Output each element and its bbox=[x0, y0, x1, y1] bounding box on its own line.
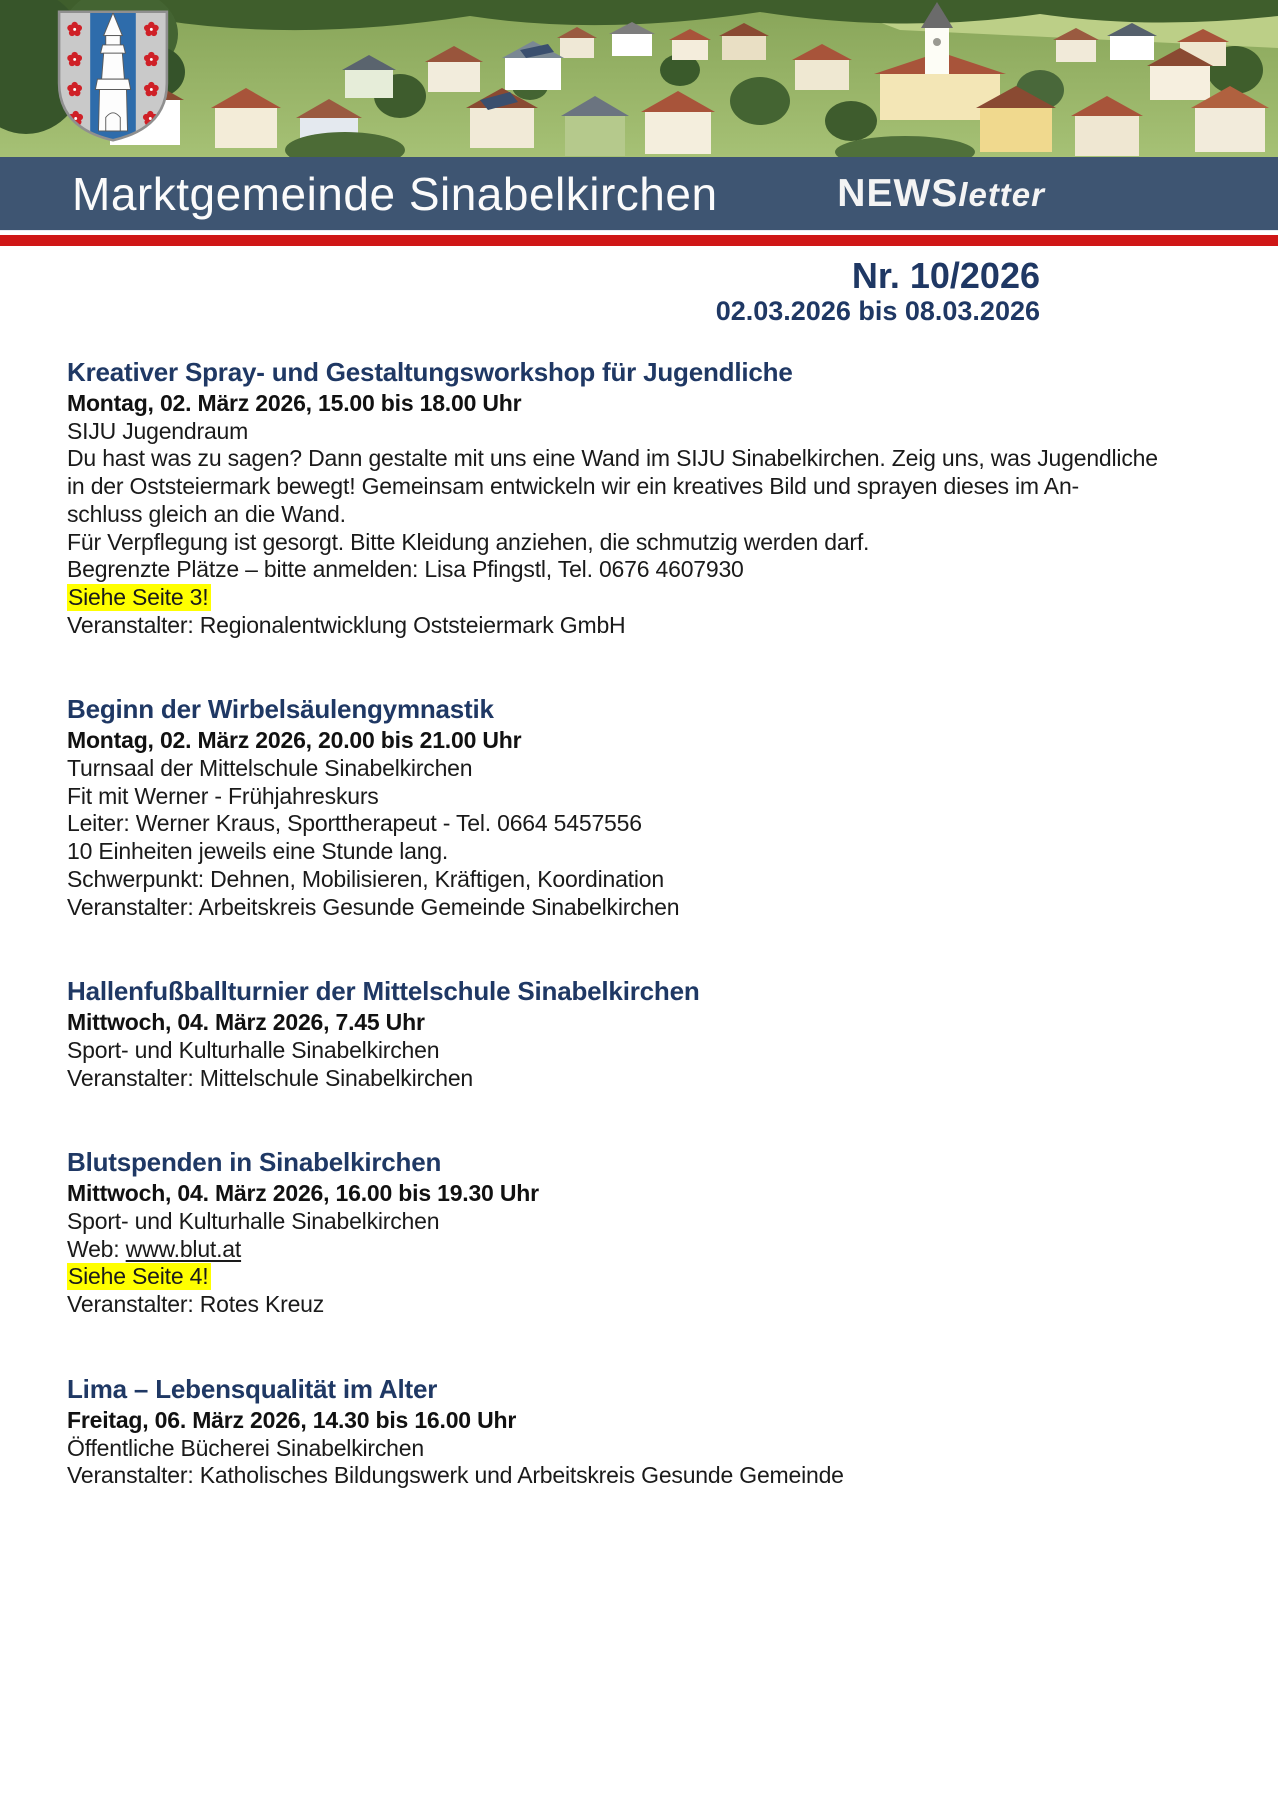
event-title: Hallenfußballturnier der Mittelschule Sinabelkirchen bbox=[67, 976, 700, 1007]
event-line: Für Verpflegung ist gesorgt. Bitte Kleidung anziehen, die schmutzig werden darf. bbox=[67, 528, 870, 555]
event-section bbox=[67, 357, 1238, 639]
event-line: in der Oststeiermark bewegt! Gemeinsam entwickeln wir ein kreatives Bild und sprayen dieses im An- bbox=[67, 473, 1079, 500]
event-lines bbox=[67, 1037, 1238, 1092]
event-lines bbox=[67, 755, 1238, 921]
event-section bbox=[67, 1147, 1238, 1319]
event-line bbox=[67, 584, 1238, 612]
event-line: Veranstalter: Katholisches Bildungswerk und Arbeitskreis Gesunde Gemeinde bbox=[67, 1462, 844, 1489]
event-title: Blutspenden in Sinabelkirchen bbox=[67, 1147, 442, 1178]
event-line: Schwerpunkt: Dehnen, Mobilisieren, Kräftigen, Koordination bbox=[67, 865, 664, 892]
event-line: Fit mit Werner - Frühjahreskurs bbox=[67, 782, 379, 809]
newsletter-wordmark-bold: NEWS bbox=[837, 171, 959, 215]
event-line bbox=[67, 1236, 1238, 1264]
event-line: Sport- und Kulturhalle Sinabelkirchen bbox=[67, 1036, 440, 1063]
issue-number: Nr. 10/2026 bbox=[851, 255, 1040, 296]
event-datetime: Mittwoch, 04. März 2026, 7.45 Uhr bbox=[67, 1009, 425, 1036]
title-bar bbox=[0, 157, 1278, 231]
event-line: Du hast was zu sagen? Dann gestalte mit uns eine Wand im SIJU Sinabelkirchen. Zeig uns, was Jugendliche bbox=[67, 445, 1158, 472]
event-line: Veranstalter: Regionalentwicklung Oststeiermark GmbH bbox=[67, 611, 626, 638]
event-line: Veranstalter: Arbeitskreis Gesunde Gemeinde Sinabelkirchen bbox=[67, 893, 680, 920]
event-line: SIJU Jugendraum bbox=[67, 417, 249, 444]
event-lines bbox=[67, 1208, 1238, 1319]
issue-date-range: 02.03.2026 bis 08.03.2026 bbox=[715, 296, 1040, 326]
event-section bbox=[67, 694, 1238, 921]
event-line: 10 Einheiten jeweils eine Stunde lang. bbox=[67, 838, 449, 865]
event-line: Begrenzte Plätze – bitte anmelden: Lisa Pfingstl, Tel. 0676 4607930 bbox=[67, 556, 744, 583]
photo-banner bbox=[0, 0, 1278, 157]
web-link[interactable]: www.blut.at bbox=[125, 1235, 242, 1262]
highlight-note: Siehe Seite 4! bbox=[67, 1263, 211, 1290]
event-title: Kreativer Spray- und Gestaltungsworkshop für Jugendliche bbox=[67, 357, 793, 387]
newsletter-wordmark bbox=[837, 172, 1045, 216]
village-photo bbox=[0, 0, 1278, 157]
event-line: Turnsaal der Mittelschule Sinabelkirchen bbox=[67, 755, 473, 782]
events-list bbox=[67, 357, 1238, 1490]
web-label: Web: bbox=[67, 1235, 126, 1262]
event-line bbox=[67, 1263, 1238, 1291]
event-datetime: Montag, 02. März 2026, 20.00 bis 21.00 Uhr bbox=[67, 727, 522, 754]
event-section bbox=[67, 976, 1238, 1092]
newsletter-wordmark-italic: letter bbox=[958, 175, 1045, 213]
event-lines bbox=[67, 418, 1238, 640]
event-section bbox=[67, 1374, 1238, 1490]
issue-block bbox=[0, 256, 1040, 327]
event-line: schluss gleich an die Wand. bbox=[67, 500, 346, 527]
event-line: Veranstalter: Rotes Kreuz bbox=[67, 1291, 325, 1318]
event-datetime: Freitag, 06. März 2026, 14.30 bis 16.00 Uhr bbox=[67, 1406, 517, 1433]
event-line: Öffentliche Bücherei Sinabelkirchen bbox=[67, 1434, 424, 1461]
event-line: Sport- und Kulturhalle Sinabelkirchen bbox=[67, 1208, 440, 1235]
municipality-title: Marktgemeinde Sinabelkirchen bbox=[72, 167, 718, 220]
event-datetime: Mittwoch, 04. März 2026, 16.00 bis 19.30 Uhr bbox=[67, 1180, 539, 1207]
event-lines bbox=[67, 1435, 1238, 1490]
red-divider bbox=[0, 235, 1278, 246]
event-datetime: Montag, 02. März 2026, 15.00 bis 18.00 Uhr bbox=[67, 390, 522, 416]
highlight-note: Siehe Seite 3! bbox=[67, 584, 211, 611]
event-line: Leiter: Werner Kraus, Sporttherapeut - Tel. 0664 5457556 bbox=[67, 810, 642, 837]
event-line: Veranstalter: Mittelschule Sinabelkirchen bbox=[67, 1064, 474, 1091]
event-title: Lima – Lebensqualität im Alter bbox=[67, 1373, 438, 1404]
event-title: Beginn der Wirbelsäulengymnastik bbox=[67, 694, 494, 725]
coat-of-arms-logo bbox=[56, 8, 170, 144]
